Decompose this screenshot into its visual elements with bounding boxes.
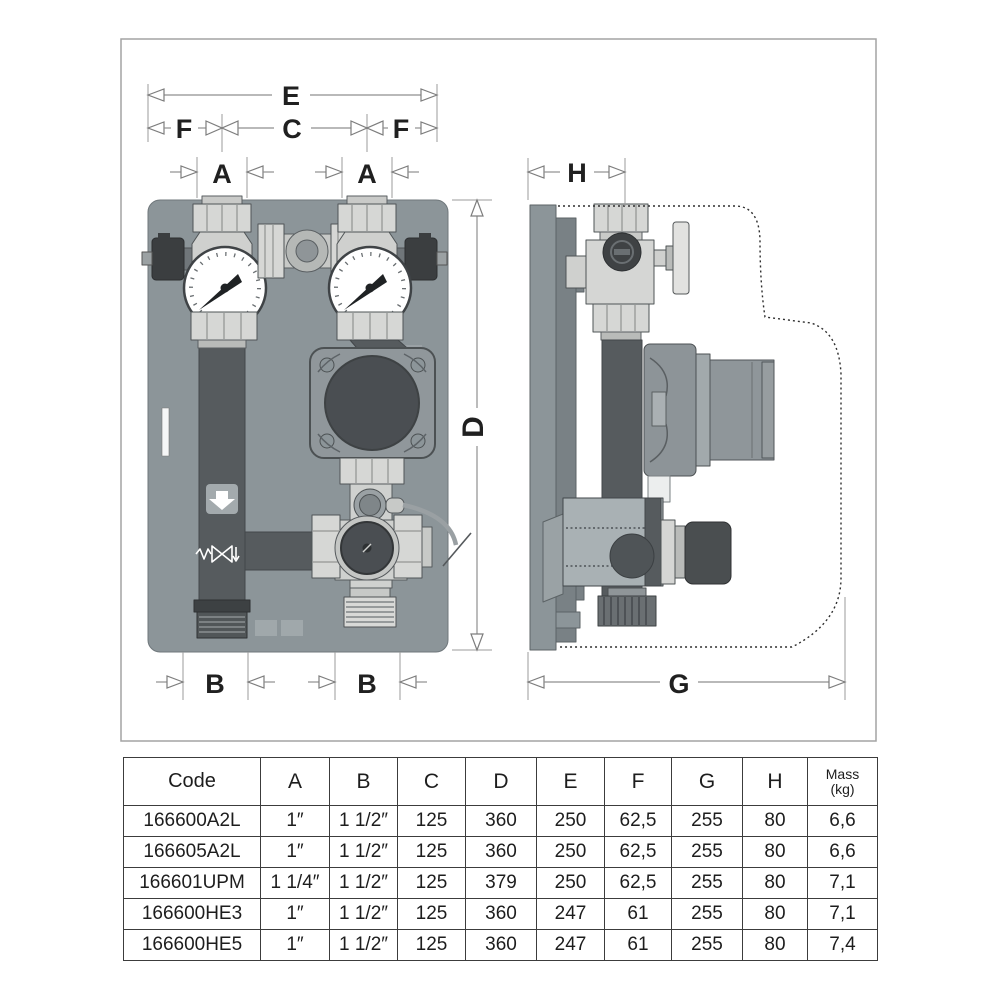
svg-text:F: F	[175, 114, 193, 144]
value-cell: 247	[537, 930, 605, 961]
value-cell: 1 1/4″	[261, 868, 330, 899]
pump-face	[325, 356, 419, 450]
value-cell: 7,1	[808, 899, 878, 930]
value-cell: 1″	[261, 930, 330, 961]
value-cell: 360	[466, 806, 537, 837]
panel-slot	[162, 408, 169, 456]
value-cell: 250	[537, 806, 605, 837]
union-nut	[338, 204, 396, 232]
value-cell: 125	[398, 930, 466, 961]
table-header-row	[124, 758, 878, 806]
union-nut	[193, 204, 251, 232]
value-cell: 1 1/2″	[330, 806, 398, 837]
value-cell: 360	[466, 837, 537, 868]
value-cell: 80	[743, 806, 808, 837]
header-D: D	[466, 758, 537, 806]
header-mass	[808, 758, 878, 806]
value-cell: 255	[672, 930, 743, 961]
value-cell: 255	[672, 806, 743, 837]
svg-text:F: F	[392, 114, 410, 144]
wall-bracket	[543, 514, 563, 602]
union-nut	[191, 312, 257, 340]
code-cell: 166605A2L	[124, 837, 261, 868]
value-cell: 1″	[261, 806, 330, 837]
value-cell: 379	[466, 868, 537, 899]
union-nut	[337, 312, 403, 340]
value-cell: 80	[743, 899, 808, 930]
value-cell: 61	[605, 930, 672, 961]
header-E: E	[537, 758, 605, 806]
bypass-pipe	[245, 532, 317, 570]
table-row	[124, 806, 878, 837]
dimension-table	[123, 757, 878, 961]
value-cell: 255	[672, 868, 743, 899]
header-C: C	[398, 758, 466, 806]
value-cell: 80	[743, 930, 808, 961]
value-cell: 125	[398, 837, 466, 868]
air-vent-cap-right	[405, 238, 437, 280]
threaded-connection-right	[344, 597, 396, 627]
value-cell: 247	[537, 899, 605, 930]
value-cell: 250	[537, 837, 605, 868]
value-cell: 125	[398, 868, 466, 899]
value-cell: 255	[672, 899, 743, 930]
header-code: Code	[124, 758, 261, 806]
value-cell: 1 1/2″	[330, 899, 398, 930]
value-cell: 7,1	[808, 868, 878, 899]
table-row	[124, 899, 878, 930]
value-cell: 6,6	[808, 806, 878, 837]
value-cell: 7,4	[808, 930, 878, 961]
sensor-stub	[386, 498, 404, 513]
svg-text:A: A	[357, 159, 377, 189]
actuator-knob	[685, 522, 731, 584]
svg-text:C: C	[282, 114, 302, 144]
value-cell: 6,6	[808, 837, 878, 868]
value-cell: 255	[672, 837, 743, 868]
dimension-FCF	[148, 114, 437, 144]
table-body	[124, 806, 878, 961]
value-cell: 125	[398, 806, 466, 837]
value-cell: 80	[743, 837, 808, 868]
code-cell: 166600HE3	[124, 899, 261, 930]
header-F: F	[605, 758, 672, 806]
header-B: B	[330, 758, 398, 806]
svg-text:H: H	[567, 158, 587, 188]
value-cell: 1 1/2″	[330, 868, 398, 899]
threaded-connection-left	[197, 612, 247, 638]
value-cell: 62,5	[605, 837, 672, 868]
header-G: G	[672, 758, 743, 806]
value-cell: 1″	[261, 899, 330, 930]
value-cell: 250	[537, 868, 605, 899]
value-cell: 62,5	[605, 868, 672, 899]
table-row	[124, 930, 878, 961]
svg-text:B: B	[357, 669, 377, 699]
value-cell: 125	[398, 899, 466, 930]
air-vent-cap-left	[152, 238, 184, 280]
value-cell: 62,5	[605, 806, 672, 837]
circulation-pump	[310, 348, 435, 458]
table-row	[124, 868, 878, 899]
header-H: H	[743, 758, 808, 806]
value-cell: 1″	[261, 837, 330, 868]
code-cell: 166600HE5	[124, 930, 261, 961]
table-row	[124, 837, 878, 868]
value-cell: 1 1/2″	[330, 837, 398, 868]
value-cell: 61	[605, 899, 672, 930]
mass-label-line2: (kg)	[830, 780, 855, 797]
code-cell: 166600A2L	[124, 806, 261, 837]
value-cell: 80	[743, 868, 808, 899]
valve-handle	[673, 222, 689, 294]
value-cell: 360	[466, 899, 537, 930]
svg-text:G: G	[668, 669, 690, 699]
svg-text:E: E	[281, 81, 301, 111]
svg-text:D: D	[457, 416, 490, 438]
header-A: A	[261, 758, 330, 806]
side-threaded-connection	[598, 596, 656, 626]
code-cell: 166601UPM	[124, 868, 261, 899]
value-cell: 360	[466, 930, 537, 961]
svg-text:B: B	[205, 669, 225, 699]
svg-text:A: A	[212, 159, 232, 189]
value-cell: 1 1/2″	[330, 930, 398, 961]
front-view	[142, 196, 471, 652]
supply-pipe	[194, 340, 250, 638]
mass-label-line1: Mass	[825, 765, 860, 782]
union-nut	[340, 458, 404, 484]
